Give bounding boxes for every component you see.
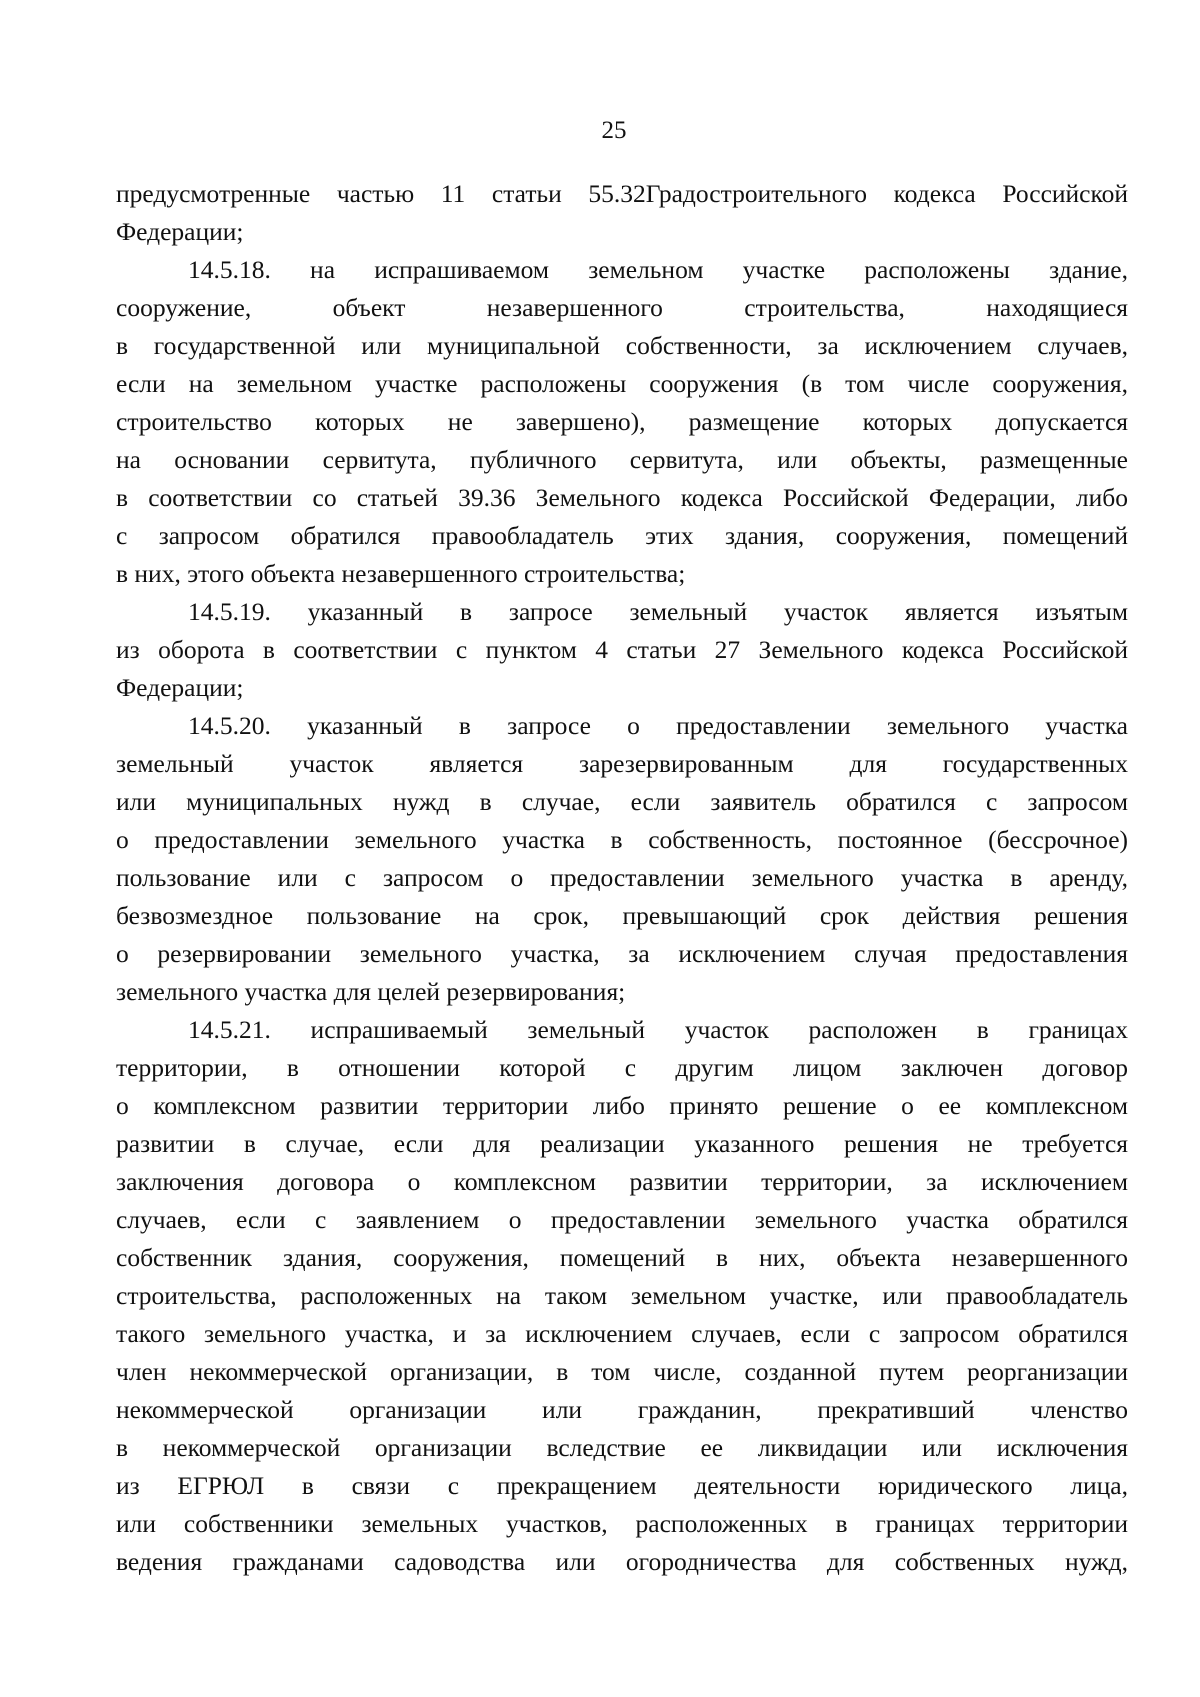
text-line: 14.5.21. испрашиваемый земельный участок расположен в границах bbox=[188, 1015, 1128, 1044]
text-line: в некоммерческой организации вследствие ее ликвидации или исключения bbox=[116, 1433, 1128, 1462]
text-line: или муниципальных нужд в случае, если заявитель обратился с запросом bbox=[116, 787, 1128, 816]
text-line: о предоставлении земельного участка в собственность, постоянное (бессрочное) bbox=[116, 825, 1128, 854]
text-line: собственник здания, сооружения, помещений в них, объекта незавершенного bbox=[116, 1243, 1128, 1272]
text-line: из ЕГРЮЛ в связи с прекращением деятельности юридического лица, bbox=[116, 1471, 1128, 1500]
text-line: о комплексном развитии территории либо принято решение о ее комплексном bbox=[116, 1091, 1128, 1120]
text-line: ведения гражданами садоводства или огородничества для собственных нужд, bbox=[116, 1547, 1128, 1576]
text-line: на основании сервитута, публичного сервитута, или объекты, размещенные bbox=[116, 445, 1128, 474]
text-line: если на земельном участке расположены сооружения (в том числе сооружения, bbox=[116, 369, 1128, 398]
text-line: случаев, если с заявлением о предоставлении земельного участка обратился bbox=[116, 1205, 1128, 1234]
text-line: земельного участка для целей резервирования; bbox=[116, 977, 626, 1006]
text-line: в них, этого объекта незавершенного строительства; bbox=[116, 559, 686, 588]
text-line: член некоммерческой организации, в том числе, созданной путем реорганизации bbox=[116, 1357, 1128, 1386]
text-line: 14.5.20. указанный в запросе о предоставлении земельного участка bbox=[188, 711, 1128, 740]
page-number: 25 bbox=[601, 117, 627, 144]
text-line: строительство которых не завершено), размещение которых допускается bbox=[116, 407, 1128, 436]
text-line: Федерации; bbox=[116, 673, 244, 702]
text-line: развитии в случае, если для реализации указанного решения не требуется bbox=[116, 1129, 1128, 1158]
text-line: некоммерческой организации или гражданин, прекративший членство bbox=[116, 1395, 1128, 1424]
text-line: 14.5.19. указанный в запросе земельный участок является изъятым bbox=[188, 597, 1128, 626]
text-line: предусмотренные частью 11 статьи 55.32Градостроительного кодекса Российской bbox=[116, 179, 1128, 208]
text-line: о резервировании земельного участка, за исключением случая предоставления bbox=[116, 939, 1128, 968]
text-line: пользование или с запросом о предоставлении земельного участка в аренду, bbox=[116, 863, 1128, 892]
text-line: Федерации; bbox=[116, 217, 244, 246]
text-line: территории, в отношении которой с другим лицом заключен договор bbox=[116, 1053, 1128, 1082]
text-line: безвозмездное пользование на срок, превышающий срок действия решения bbox=[116, 901, 1128, 930]
text-line: строительства, расположенных на таком земельном участке, или правообладатель bbox=[116, 1281, 1128, 1310]
text-line: с запросом обратился правообладатель этих здания, сооружения, помещений bbox=[116, 521, 1128, 550]
text-line: такого земельного участка, и за исключением случаев, если с запросом обратился bbox=[116, 1319, 1128, 1348]
text-line: 14.5.18. на испрашиваемом земельном участке расположены здание, bbox=[188, 255, 1128, 284]
text-line: в государственной или муниципальной собственности, за исключением случаев, bbox=[116, 331, 1128, 360]
text-line: из оборота в соответствии с пунктом 4 статьи 27 Земельного кодекса Российской bbox=[116, 635, 1128, 664]
text-line: заключения договора о комплексном развитии территории, за исключением bbox=[116, 1167, 1128, 1196]
document-body bbox=[116, 179, 1128, 1585]
text-line: в соответствии со статьей 39.36 Земельного кодекса Российской Федерации, либо bbox=[116, 483, 1128, 512]
text-line: или собственники земельных участков, расположенных в границах территории bbox=[116, 1509, 1128, 1538]
text-line: сооружение, объект незавершенного строительства, находящиеся bbox=[116, 293, 1128, 322]
text-line: земельный участок является зарезервированным для государственных bbox=[116, 749, 1128, 778]
